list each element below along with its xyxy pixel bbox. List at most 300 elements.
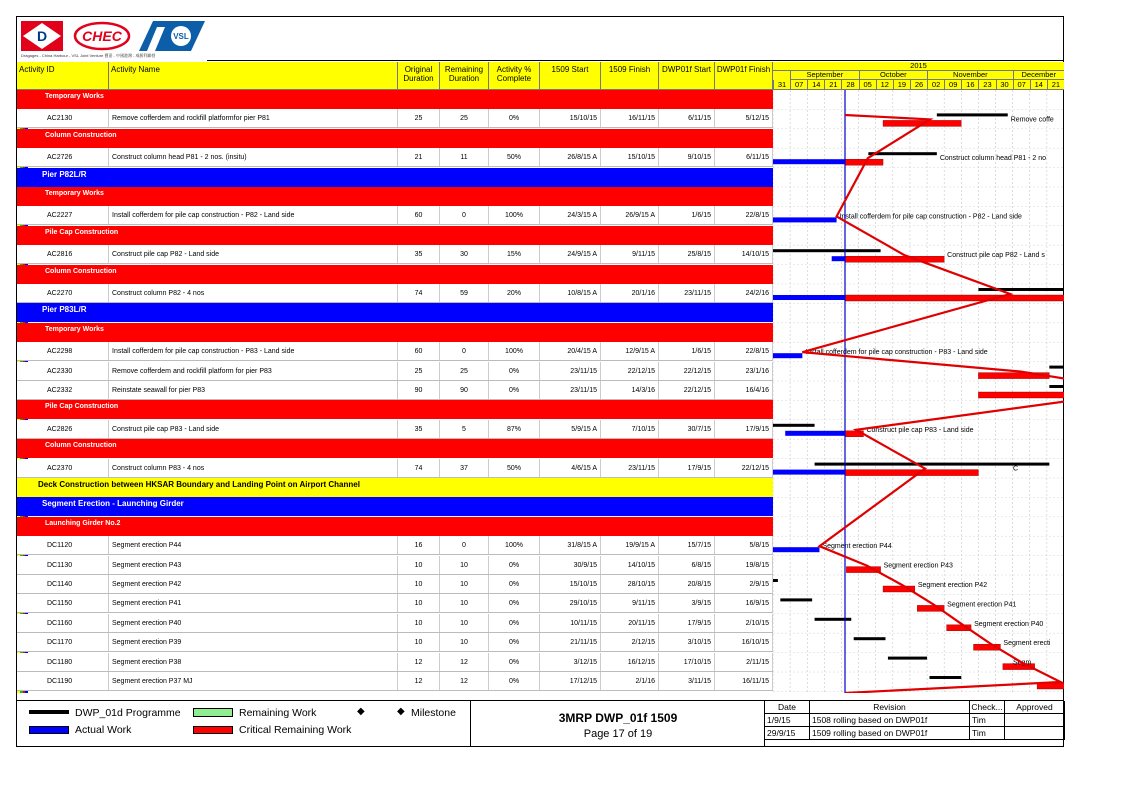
timeline-week: 28 bbox=[841, 80, 858, 90]
gantt-bar-label: Construct pile cap P82 - Land s bbox=[947, 252, 1045, 260]
activity-row[interactable] bbox=[17, 633, 773, 652]
cell-f1509: 9/11/15 bbox=[601, 594, 659, 612]
group-band bbox=[17, 323, 773, 342]
gantt-bar-label: Segment erecti bbox=[1003, 640, 1051, 648]
cell-f1509: 20/11/15 bbox=[601, 614, 659, 632]
cell-pct: 100% bbox=[489, 536, 540, 554]
cell-sdwp: 23/11/15 bbox=[659, 284, 715, 302]
cell-rd: 10 bbox=[440, 594, 489, 612]
cell-s1509: 15/10/15 bbox=[540, 575, 601, 593]
cell-s1509: 4/6/15 A bbox=[540, 459, 601, 477]
timeline-week: 31 bbox=[773, 80, 790, 90]
cell-fdwp: 16/4/16 bbox=[715, 381, 773, 399]
timeline-month: October bbox=[859, 70, 927, 80]
cell-fdwp: 5/8/15 bbox=[715, 536, 773, 554]
cell-rd: 11 bbox=[440, 148, 489, 166]
cell-od: 90 bbox=[398, 381, 440, 399]
activity-row[interactable] bbox=[17, 284, 773, 303]
cell-pct: 0% bbox=[489, 633, 540, 651]
legend-actual-label: Actual Work bbox=[75, 724, 132, 736]
cell-name: Segment erection P42 bbox=[109, 575, 398, 593]
cell-pct: 0% bbox=[489, 381, 540, 399]
cell-od: 10 bbox=[398, 594, 440, 612]
actual-bar bbox=[773, 547, 819, 552]
logo-caption: Dragages - China Harbour - VSL Joint Venture 寶嘉 - 中國港灣 - 威勝利聯營 bbox=[21, 53, 156, 58]
band-label: Temporary Works bbox=[45, 325, 104, 333]
band-label: Deck Construction between HKSAR Boundary and Landing Point on Airport Channel bbox=[38, 480, 360, 489]
rev-row-1-checked: Tim bbox=[970, 714, 1005, 727]
critical-remaining-bar bbox=[845, 295, 1064, 301]
legend-diamond-icon: ◆ bbox=[357, 706, 365, 717]
activity-row[interactable] bbox=[17, 420, 773, 439]
cell-rd: 59 bbox=[440, 284, 489, 302]
cell-f1509: 7/10/15 bbox=[601, 420, 659, 438]
band-label: Pier P83L/R bbox=[42, 305, 87, 315]
cell-f1509: 2/12/15 bbox=[601, 633, 659, 651]
section-band bbox=[17, 497, 773, 516]
actual-bar bbox=[773, 295, 845, 300]
band-label: Column Construction bbox=[45, 131, 117, 139]
timeline-month: December bbox=[1013, 70, 1064, 80]
rev-row-1-date: 1/9/15 bbox=[765, 714, 810, 727]
cell-rd: 0 bbox=[440, 536, 489, 554]
cell-id: AC2816 bbox=[17, 245, 109, 263]
cell-name: Segment erection P37 MJ bbox=[109, 672, 398, 690]
actual-bar bbox=[785, 431, 845, 436]
cell-name: Reinstate seawall for pier P83 bbox=[109, 381, 398, 399]
cell-od: 12 bbox=[398, 672, 440, 690]
programme-bar bbox=[888, 657, 927, 660]
activity-row[interactable] bbox=[17, 109, 773, 128]
cell-sdwp: 6/11/15 bbox=[659, 109, 715, 127]
timeline-header bbox=[773, 62, 1064, 90]
cell-fdwp: 5/12/15 bbox=[715, 109, 773, 127]
activity-row[interactable] bbox=[17, 536, 773, 555]
activity-row[interactable] bbox=[17, 459, 773, 478]
activity-row[interactable] bbox=[17, 672, 773, 691]
cell-name: Segment erection P38 bbox=[109, 653, 398, 671]
band-label: Temporary Works bbox=[45, 190, 104, 197]
cell-name: Segment erection P40 bbox=[109, 614, 398, 632]
gantt-bar-label: Construct pile cap P83 - Land side bbox=[866, 426, 974, 434]
programme-bar bbox=[773, 249, 881, 252]
cell-name: Segment erection P39 bbox=[109, 633, 398, 651]
cell-fdwp: 2/10/15 bbox=[715, 614, 773, 632]
rev-header-checked: Check... bbox=[970, 701, 1005, 714]
header-dwp-start[interactable]: DWP01f Start bbox=[659, 62, 715, 90]
gantt-bar-label: Segm bbox=[1013, 659, 1032, 667]
actual-bar bbox=[832, 256, 845, 261]
band-label: Column Construction bbox=[45, 442, 117, 450]
legend-remaining-label: Remaining Work bbox=[239, 707, 317, 719]
programme-bar bbox=[780, 598, 812, 601]
gantt-bar-label: Segment erection P43 bbox=[883, 562, 953, 570]
gantt-bar-label: Segment erection P42 bbox=[917, 582, 988, 589]
programme-bar bbox=[1049, 385, 1064, 388]
timeline-month: September bbox=[790, 70, 858, 80]
gantt-bar-label: Remove coffe bbox=[1010, 116, 1054, 124]
cell-f1509: 28/10/15 bbox=[601, 575, 659, 593]
cell-f1509: 14/3/16 bbox=[601, 381, 659, 399]
cell-id: AC2826 bbox=[17, 420, 109, 438]
legend-programme-label: DWP_01d Programme bbox=[75, 707, 181, 719]
cell-s1509: 31/8/15 A bbox=[540, 536, 601, 554]
rev-header-approved: Approved bbox=[1005, 701, 1065, 714]
group-band bbox=[17, 400, 773, 419]
activity-row[interactable] bbox=[17, 148, 773, 167]
legend-critical-swatch bbox=[193, 726, 233, 734]
cell-pct: 100% bbox=[489, 342, 540, 360]
cell-rd: 5 bbox=[440, 420, 489, 438]
cell-s1509: 30/9/15 bbox=[540, 556, 601, 574]
logo-area bbox=[17, 17, 207, 62]
header-activity-id[interactable]: Activity ID bbox=[17, 62, 109, 90]
cell-rd: 25 bbox=[440, 109, 489, 127]
title-block bbox=[470, 701, 765, 747]
cell-rd: 30 bbox=[440, 245, 489, 263]
programme-bar bbox=[773, 579, 778, 582]
gantt-chart bbox=[773, 90, 1064, 693]
rev-row-2-revision: 1509 rolling based on DWP01f bbox=[810, 727, 970, 740]
cell-fdwp: 24/2/16 bbox=[715, 284, 773, 302]
cell-id: AC2227 bbox=[17, 206, 109, 224]
critical-remaining-bar bbox=[845, 256, 944, 262]
rev-row-1-revision: 1508 rolling based on DWP01f bbox=[810, 714, 970, 727]
d-logo bbox=[21, 21, 63, 51]
cell-f1509: 2/1/16 bbox=[601, 672, 659, 690]
cell-name: Segment erection P41 bbox=[109, 594, 398, 612]
cell-rd: 10 bbox=[440, 633, 489, 651]
cell-f1509: 12/9/15 A bbox=[601, 342, 659, 360]
critical-remaining-bar bbox=[845, 470, 978, 476]
rev-row-2-checked: Tim bbox=[970, 727, 1005, 740]
cell-sdwp: 3/11/15 bbox=[659, 672, 715, 690]
cell-od: 25 bbox=[398, 362, 440, 380]
rev-row-2-approved bbox=[1005, 727, 1065, 740]
cell-pct: 0% bbox=[489, 575, 540, 593]
rev-row-1-approved bbox=[1005, 714, 1065, 727]
cell-pct: 87% bbox=[489, 420, 540, 438]
timeline-week: 21 bbox=[824, 80, 841, 90]
timeline-week: 07 bbox=[1013, 80, 1030, 90]
cell-rd: 10 bbox=[440, 556, 489, 574]
cell-s1509: 17/12/15 bbox=[540, 672, 601, 690]
timeline-week: 12 bbox=[876, 80, 893, 90]
cell-s1509: 21/11/15 bbox=[540, 633, 601, 651]
cell-name: Construct column P82 - 4 nos bbox=[109, 284, 398, 302]
group-band bbox=[17, 439, 773, 458]
cell-fdwp: 19/8/15 bbox=[715, 556, 773, 574]
band-label: Temporary Works bbox=[45, 93, 104, 100]
cell-od: 10 bbox=[398, 614, 440, 632]
cell-sdwp: 25/8/15 bbox=[659, 245, 715, 263]
page-number: Page 17 of 19 bbox=[583, 728, 653, 740]
header-original-duration[interactable]: Original Duration bbox=[398, 62, 440, 90]
band-label: Pile Cap Construction bbox=[45, 228, 119, 236]
activity-row[interactable] bbox=[17, 245, 773, 264]
cell-name: Remove cofferdem and rockfill platformfor pier P81 bbox=[109, 109, 398, 127]
timeline-week: 19 bbox=[893, 80, 910, 90]
programme-bar bbox=[854, 637, 886, 640]
band-label: Column Construction bbox=[45, 267, 117, 275]
cell-s1509: 29/10/15 bbox=[540, 594, 601, 612]
cell-name: Install cofferdem for pile cap construction - P83 - Land side bbox=[109, 342, 398, 360]
cell-name: Construct pile cap P83 - Land side bbox=[109, 420, 398, 438]
cell-sdwp: 3/10/15 bbox=[659, 633, 715, 651]
cell-name: Segment erection P44 bbox=[109, 536, 398, 554]
cell-f1509: 16/12/15 bbox=[601, 653, 659, 671]
timeline-week: 14 bbox=[1030, 80, 1047, 90]
gantt-bar-label: Install cofferdem for pile cap construction - P82 - Land side bbox=[839, 213, 1022, 221]
timeline-week: 07 bbox=[790, 80, 807, 90]
cell-od: 16 bbox=[398, 536, 440, 554]
cell-sdwp: 1/6/15 bbox=[659, 206, 715, 224]
cell-s1509: 5/9/15 A bbox=[540, 420, 601, 438]
header-percent-complete[interactable]: Activity % Complete bbox=[489, 62, 540, 90]
cell-id: DC1190 bbox=[17, 672, 109, 690]
cell-rd: 12 bbox=[440, 653, 489, 671]
cell-sdwp: 30/7/15 bbox=[659, 420, 715, 438]
cell-id: AC2330 bbox=[17, 362, 109, 380]
header-activity-name[interactable]: Activity Name bbox=[109, 62, 398, 90]
legend bbox=[17, 701, 470, 747]
programme-bar bbox=[1049, 366, 1064, 369]
cell-sdwp: 6/8/15 bbox=[659, 556, 715, 574]
cell-id: AC2298 bbox=[17, 342, 109, 360]
timeline-month: November bbox=[927, 70, 1013, 80]
legend-programme-swatch bbox=[29, 710, 69, 714]
timeline-week: 30 bbox=[996, 80, 1013, 90]
cell-id: DC1160 bbox=[17, 614, 109, 632]
cell-pct: 0% bbox=[489, 362, 540, 380]
cell-fdwp: 14/10/15 bbox=[715, 245, 773, 263]
header-dwp-finish[interactable]: DWP01f Finish bbox=[715, 62, 773, 90]
cell-s1509: 10/11/15 bbox=[540, 614, 601, 632]
gantt-bar-label: Segment erection P41 bbox=[947, 601, 1017, 609]
d-logo-text: D bbox=[36, 28, 48, 44]
cell-rd: 0 bbox=[440, 342, 489, 360]
activity-row[interactable] bbox=[17, 206, 773, 225]
cell-s1509: 26/8/15 A bbox=[540, 148, 601, 166]
rev-header-revision: Revision bbox=[810, 701, 970, 714]
cell-s1509: 23/11/15 bbox=[540, 381, 601, 399]
cell-s1509: 20/4/15 A bbox=[540, 342, 601, 360]
cell-pct: 50% bbox=[489, 148, 540, 166]
cell-name: Construct column P83 - 4 nos bbox=[109, 459, 398, 477]
cell-od: 35 bbox=[398, 420, 440, 438]
cell-od: 74 bbox=[398, 459, 440, 477]
activity-row[interactable] bbox=[17, 362, 773, 381]
cell-rd: 25 bbox=[440, 362, 489, 380]
cell-od: 10 bbox=[398, 575, 440, 593]
cell-id: DC1180 bbox=[17, 653, 109, 671]
programme-bar bbox=[978, 288, 1064, 291]
cell-sdwp: 20/8/15 bbox=[659, 575, 715, 593]
cell-pct: 15% bbox=[489, 245, 540, 263]
cell-sdwp: 17/9/15 bbox=[659, 614, 715, 632]
band-label: Pier P82L/R bbox=[42, 169, 87, 179]
gantt-bar-label: Install cofferdem for pile cap construction - P83 - Land side bbox=[805, 349, 988, 357]
cell-sdwp: 17/10/15 bbox=[659, 653, 715, 671]
cell-id: AC2370 bbox=[17, 459, 109, 477]
header-1509-start[interactable]: 1509 Start bbox=[540, 62, 601, 90]
cell-id: DC1170 bbox=[17, 633, 109, 651]
cell-od: 12 bbox=[398, 653, 440, 671]
band-label: Launching Girder No.2 bbox=[45, 519, 121, 527]
cell-id: AC2270 bbox=[17, 284, 109, 302]
header-rule bbox=[207, 60, 1064, 61]
timeline-week: 21 bbox=[1047, 80, 1064, 90]
cell-f1509: 16/11/15 bbox=[601, 109, 659, 127]
cell-fdwp: 23/1/16 bbox=[715, 362, 773, 380]
timeline-week: 05 bbox=[859, 80, 876, 90]
programme-bar bbox=[773, 424, 815, 427]
actual-bar bbox=[773, 470, 845, 475]
gantt-bar-label: Construct column head P81 - 2 no bbox=[939, 155, 1047, 163]
cell-s1509: 3/12/15 bbox=[540, 653, 601, 671]
cell-f1509: 9/11/15 bbox=[601, 245, 659, 263]
cell-sdwp: 1/6/15 bbox=[659, 342, 715, 360]
header-remaining-duration[interactable]: Remaining Duration bbox=[440, 62, 489, 90]
cell-fdwp: 17/9/15 bbox=[715, 420, 773, 438]
timeline-week: 02 bbox=[927, 80, 944, 90]
cell-pct: 0% bbox=[489, 109, 540, 127]
cell-sdwp: 22/12/15 bbox=[659, 362, 715, 380]
group-band bbox=[17, 90, 773, 109]
group-band bbox=[17, 226, 773, 245]
section-band bbox=[17, 303, 773, 322]
cell-rd: 12 bbox=[440, 672, 489, 690]
cell-sdwp: 22/12/15 bbox=[659, 381, 715, 399]
activity-row[interactable] bbox=[17, 342, 773, 361]
cell-fdwp: 6/11/15 bbox=[715, 148, 773, 166]
legend-remaining-swatch bbox=[193, 708, 233, 717]
cell-rd: 0 bbox=[440, 206, 489, 224]
legend-milestone-diamond-icon: ◆ bbox=[397, 706, 405, 717]
timeline-year: 2015 bbox=[773, 62, 1064, 71]
cell-rd: 37 bbox=[440, 459, 489, 477]
vsl-logo bbox=[139, 21, 205, 51]
cell-name: Construct pile cap P82 - Land side bbox=[109, 245, 398, 263]
rev-header-date: Date bbox=[765, 701, 810, 714]
chec-logo-text: CHEC bbox=[82, 28, 122, 44]
activity-row[interactable] bbox=[17, 556, 773, 575]
cell-od: 21 bbox=[398, 148, 440, 166]
programme-bar bbox=[930, 676, 962, 679]
cell-s1509: 15/10/15 bbox=[540, 109, 601, 127]
activity-row[interactable] bbox=[17, 594, 773, 613]
cell-od: 10 bbox=[398, 633, 440, 651]
band-label: Segment Erection - Launching Girder bbox=[42, 499, 184, 509]
cell-fdwp: 2/11/15 bbox=[715, 653, 773, 671]
gantt-bar-label: C bbox=[1013, 465, 1019, 473]
cell-name: Install cofferdem for pile cap construction - P82 - Land side bbox=[109, 206, 398, 224]
cell-s1509: 24/9/15 A bbox=[540, 245, 601, 263]
group-band bbox=[17, 265, 773, 284]
cell-fdwp: 2/9/15 bbox=[715, 575, 773, 593]
cell-pct: 0% bbox=[489, 614, 540, 632]
cell-fdwp: 22/12/15 bbox=[715, 459, 773, 477]
cell-sdwp: 15/7/15 bbox=[659, 536, 715, 554]
legend-actual-swatch bbox=[29, 726, 69, 734]
band-label: Pile Cap Construction bbox=[45, 403, 119, 411]
actual-bar bbox=[773, 353, 802, 358]
legend-critical-label: Critical Remaining Work bbox=[239, 724, 352, 736]
actual-bar bbox=[773, 159, 845, 164]
activity-row[interactable] bbox=[17, 381, 773, 400]
cell-f1509: 23/11/15 bbox=[601, 459, 659, 477]
rev-row-2-date: 29/9/15 bbox=[765, 727, 810, 740]
activity-row[interactable] bbox=[17, 575, 773, 594]
cell-pct: 0% bbox=[489, 672, 540, 690]
cell-sdwp: 17/9/15 bbox=[659, 459, 715, 477]
cell-f1509: 20/1/16 bbox=[601, 284, 659, 302]
timeline-week: 26 bbox=[910, 80, 927, 90]
cell-sdwp: 9/10/15 bbox=[659, 148, 715, 166]
cell-pct: 50% bbox=[489, 459, 540, 477]
group-band bbox=[17, 517, 773, 536]
timeline-week: 23 bbox=[978, 80, 995, 90]
project-band bbox=[17, 478, 773, 497]
gantt-bar-label: Segment erection P40 bbox=[974, 620, 1044, 628]
timeline-week: 16 bbox=[961, 80, 978, 90]
cell-f1509: 22/12/15 bbox=[601, 362, 659, 380]
group-band bbox=[17, 187, 773, 206]
cell-fdwp: 16/9/15 bbox=[715, 594, 773, 612]
legend-milestone-label: Milestone bbox=[411, 707, 456, 719]
cell-id: AC2726 bbox=[17, 148, 109, 166]
cell-rd: 10 bbox=[440, 614, 489, 632]
activity-row[interactable] bbox=[17, 614, 773, 633]
critical-remaining-bar bbox=[978, 392, 1064, 398]
cell-s1509: 10/8/15 A bbox=[540, 284, 601, 302]
cell-id: DC1150 bbox=[17, 594, 109, 612]
timeline-week: 14 bbox=[807, 80, 824, 90]
cell-name: Remove cofferdem and rockfill platform for pier P83 bbox=[109, 362, 398, 380]
activity-row[interactable] bbox=[17, 653, 773, 672]
revision-table bbox=[764, 701, 1065, 747]
cell-s1509: 23/11/15 bbox=[540, 362, 601, 380]
cell-od: 60 bbox=[398, 342, 440, 360]
cell-pct: 0% bbox=[489, 653, 540, 671]
cell-f1509: 14/10/15 bbox=[601, 556, 659, 574]
header-1509-finish[interactable]: 1509 Finish bbox=[601, 62, 659, 90]
programme-bar bbox=[937, 113, 1008, 116]
cell-fdwp: 16/11/15 bbox=[715, 672, 773, 690]
cell-pct: 0% bbox=[489, 556, 540, 574]
cell-rd: 10 bbox=[440, 575, 489, 593]
cell-id: DC1140 bbox=[17, 575, 109, 593]
cell-od: 60 bbox=[398, 206, 440, 224]
cell-id: DC1120 bbox=[17, 536, 109, 554]
vsl-logo-text: VSL bbox=[173, 32, 189, 41]
gantt-bar-label: Segment erection P44 bbox=[822, 543, 892, 551]
cell-pct: 100% bbox=[489, 206, 540, 224]
actual-bar bbox=[773, 217, 837, 222]
cell-s1509: 24/3/15 A bbox=[540, 206, 601, 224]
cell-od: 25 bbox=[398, 109, 440, 127]
programme-bar bbox=[815, 618, 852, 621]
cell-fdwp: 22/8/15 bbox=[715, 206, 773, 224]
cell-od: 35 bbox=[398, 245, 440, 263]
cell-f1509: 15/10/15 bbox=[601, 148, 659, 166]
cell-od: 10 bbox=[398, 556, 440, 574]
cell-f1509: 19/9/15 A bbox=[601, 536, 659, 554]
cell-name: Construct column head P81 - 2 nos. (insitu) bbox=[109, 148, 398, 166]
cell-od: 74 bbox=[398, 284, 440, 302]
cell-pct: 0% bbox=[489, 594, 540, 612]
cell-pct: 20% bbox=[489, 284, 540, 302]
